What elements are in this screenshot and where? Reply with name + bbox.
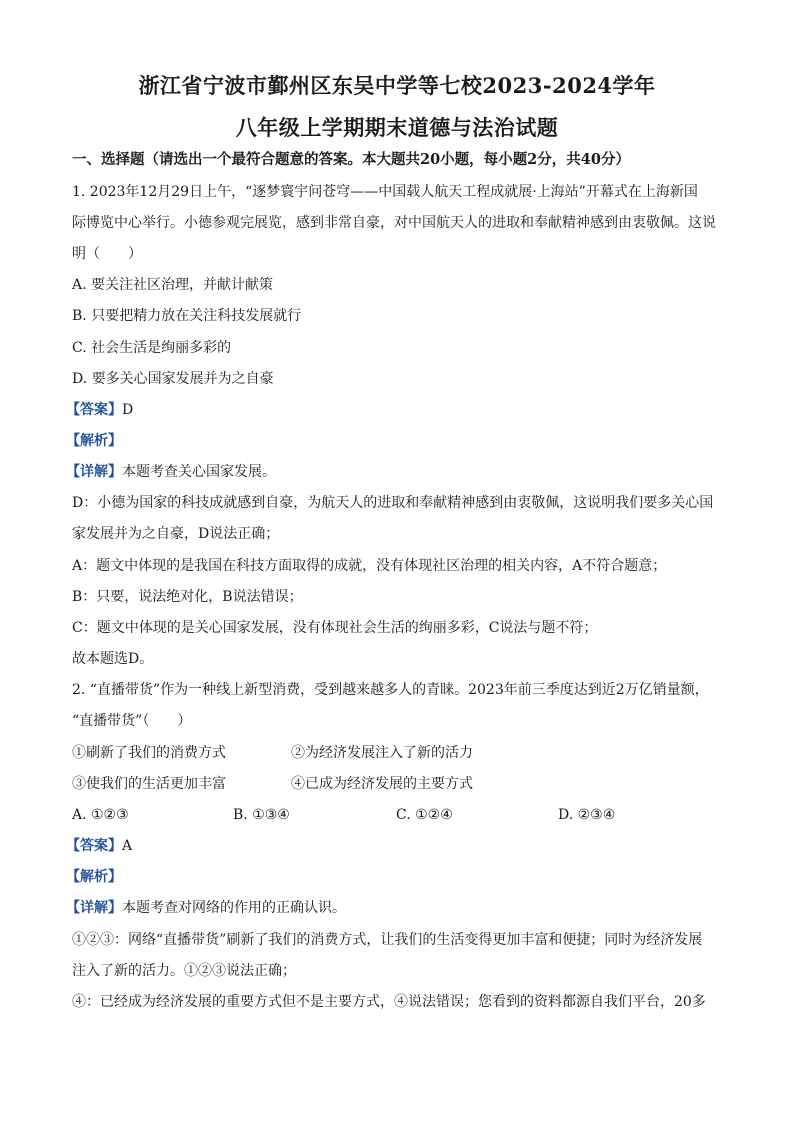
q1-explanation-line: 故本题选D。	[72, 651, 154, 667]
q2-statement: ①刷新了我们的消费方式	[72, 745, 226, 761]
section-heading: 一、选择题（请选出一个最符合题意的答案。本大题共20小题，每小题2分，共40分）	[72, 151, 630, 168]
answer-value: A	[122, 838, 133, 854]
q2-stem-line: 2. “直播带货”作为一种线上新型消费，受到越来越多人的青睐。2023年前三季度达到近2万亿销量额，	[72, 682, 709, 698]
q1-stem-line: 际博览中心举行。小德参观完展览，感到非常自豪，对中国航天人的进取和奉献精神感到由衷敬佩。这说	[72, 215, 716, 231]
detail-text: 本题考查对网络的作用的正确认识。	[122, 900, 346, 916]
answer-tag: 【答案】	[66, 838, 122, 854]
q2-option-a: A. ①②③	[72, 807, 129, 823]
detail-tag: 【详解】	[66, 900, 122, 916]
q1-answer	[66, 400, 726, 420]
document-title-line2: 八年级上学期期末道德与法治试题	[235, 115, 559, 140]
q1-explanation-line: D：小德为国家的科技成就感到自豪，为航天人的进取和奉献精神感到由衷敬佩，这说明我们要多关心国	[72, 495, 714, 511]
q1-option-d: D. 要多关心国家发展并为之自豪	[72, 371, 274, 387]
q1-explanation-line: C：题文中体现的是关心国家发展，没有体现社会生活的绚丽多彩，C说法与题不符；	[72, 620, 598, 636]
q1-explanation-line: A：题文中体现的是我国在科技方面取得的成就，没有体现社区治理的相关内容，A不符合题意；	[72, 558, 667, 574]
detail-tag: 【详解】	[66, 464, 122, 480]
q2-detail	[66, 898, 726, 918]
q2-explanation-line: ④：已经成为经济发展的重要方式但不是主要方式，④说法错误；您看到的资料都源自我们平台，20多	[72, 994, 706, 1010]
q2-answer	[66, 836, 726, 856]
q2-statement: ④已成为经济发展的主要方式	[291, 776, 473, 792]
analysis-tag: 【解析】	[66, 433, 122, 449]
q2-analysis	[66, 867, 726, 887]
q1-stem-line: 明（ ）	[72, 246, 142, 262]
q1-explanation-line: 家发展并为之自豪，D说法正确；	[72, 526, 280, 542]
document-title-line1: 浙江省宁波市鄞州区东吴中学等七校2023-2024学年	[138, 73, 656, 98]
q1-analysis	[66, 431, 726, 451]
answer-tag: 【答案】	[66, 402, 122, 418]
q1-option-b: B. 只要把精力放在关注科技发展就行	[72, 308, 302, 324]
q2-stem-line: “直播带货”（ ）	[72, 713, 192, 729]
q2-option-d: D. ②③④	[558, 807, 616, 823]
q2-explanation-line: ①②③：网络“直播带货”刷新了我们的消费方式，让我们的生活变得更加丰富和便捷；同时为经济发展	[72, 932, 703, 948]
q1-stem-line: 1. 2023年12月29日上午，“逐梦寰宇问苍穹——中国载人航天工程成就展·上海站”开幕式在上海新国	[72, 184, 698, 200]
q1-option-a: A. 要关注社区治理，并献计献策	[72, 277, 274, 293]
q1-explanation-line: B：只要，说法绝对化，B说法错误；	[72, 589, 303, 605]
q2-statement: ③使我们的生活更加丰富	[72, 776, 226, 792]
q2-statement: ②为经济发展注入了新的活力	[291, 745, 473, 761]
q1-option-c: C. 社会生活是绚丽多彩的	[72, 340, 232, 356]
q1-detail	[66, 462, 726, 482]
q2-option-b: B. ①③④	[233, 807, 290, 823]
answer-value: D	[122, 402, 134, 418]
q2-option-c: C. ①②④	[396, 807, 453, 823]
q2-explanation-line: 注入了新的活力。①②③说法正确；	[72, 963, 296, 979]
analysis-tag: 【解析】	[66, 869, 122, 885]
detail-text: 本题考查关心国家发展。	[122, 464, 276, 480]
